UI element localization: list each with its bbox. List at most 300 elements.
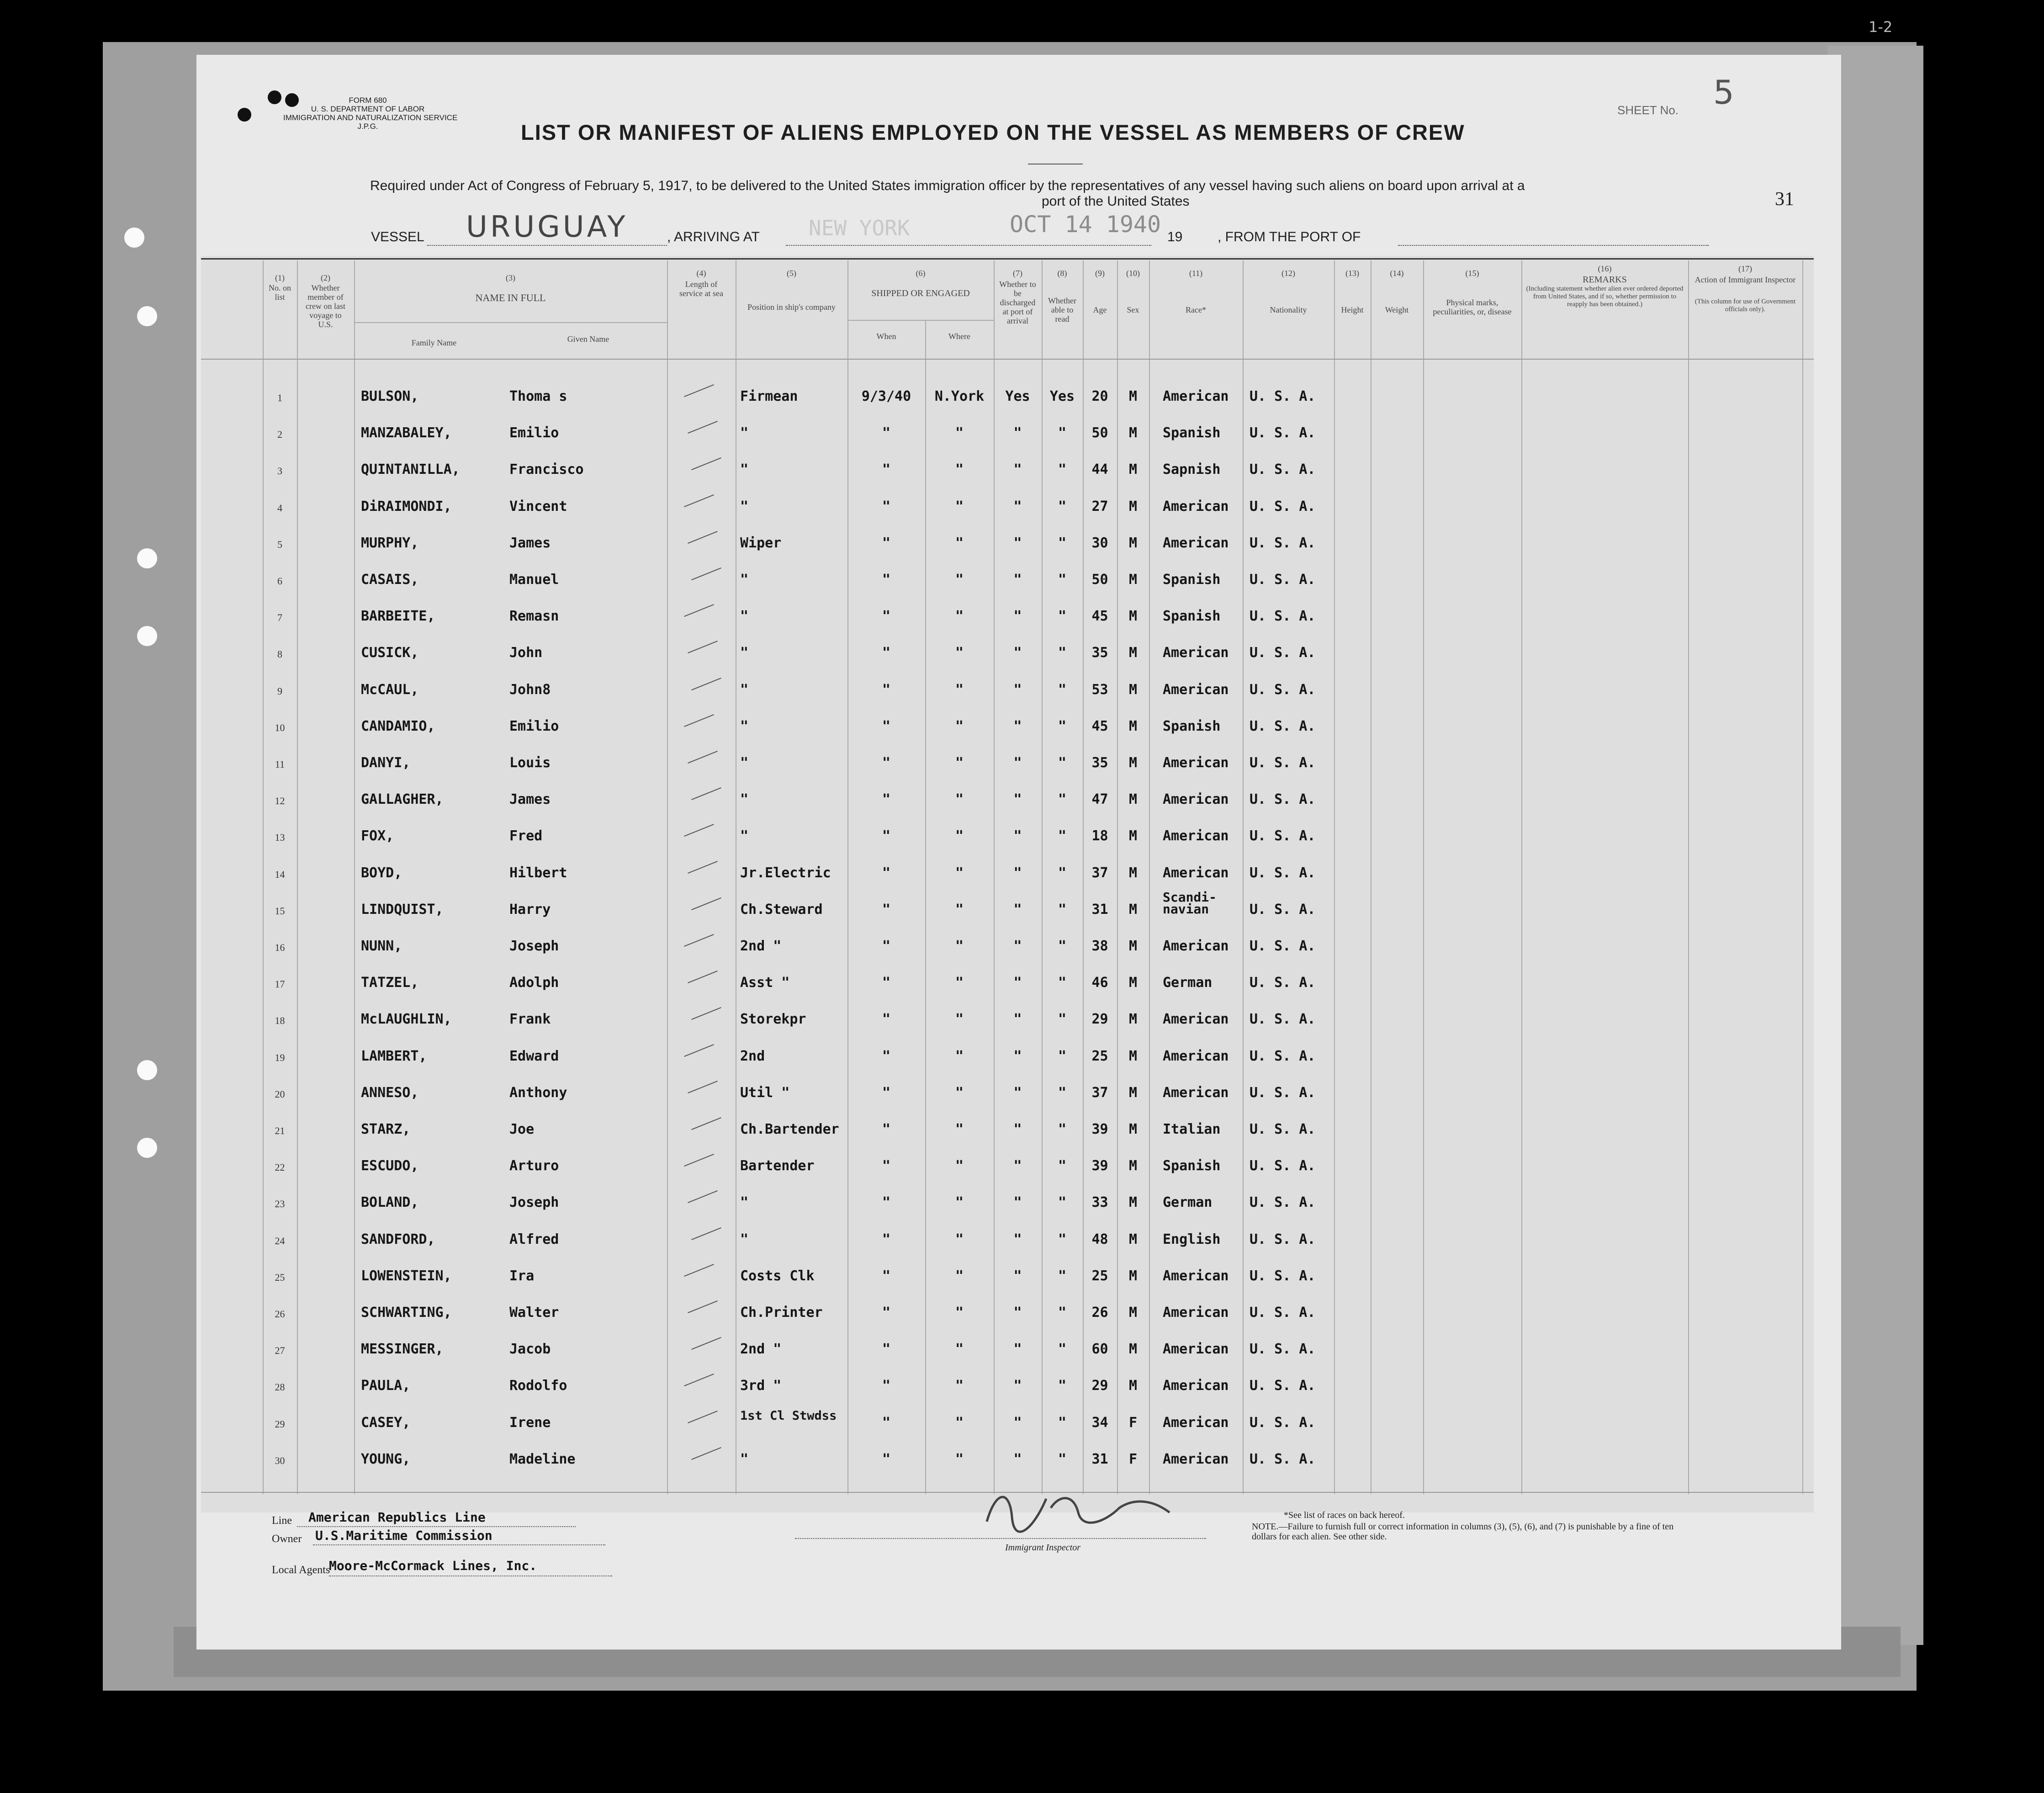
row-shipped-when: " [882,828,891,844]
year-label: 19 [1167,229,1183,244]
row-age: 37 [1091,1084,1108,1101]
row-nationality: U. S. A. [1250,1341,1316,1358]
owner-value: U.S.Maritime Commission [315,1528,492,1543]
row-shipped-when: " [882,425,891,441]
col-num: (14) [1390,269,1404,278]
row-row-number: 2 [277,429,282,440]
row-age: 33 [1091,1194,1108,1211]
row-shipped-when: " [882,1084,891,1101]
row-able-to-read: " [1058,608,1067,625]
row-position: " [740,572,749,588]
row-age: 27 [1091,498,1108,515]
row-given-name: James [509,535,551,551]
row-sex: M [1128,901,1138,918]
row-age: 50 [1091,425,1108,441]
row-discharged: " [1013,1305,1022,1321]
row-race: Spanish [1163,425,1221,441]
col-last-voyage: Whether member of crew on last voyage to U.S. [306,283,345,329]
row-age: 25 [1091,1268,1108,1284]
row-shipped-when: " [882,1305,891,1321]
row-discharged: " [1013,498,1022,515]
row-race: American [1163,938,1229,954]
row-able-to-read: " [1058,975,1067,991]
subtitle-port: port of the United States [1042,194,1190,209]
row-shipped-where: " [955,865,964,881]
col-num: (15) [1465,269,1479,278]
row-race: American [1163,828,1229,844]
row-shipped-when: " [882,608,891,625]
row-position: Firmean [740,388,798,404]
row-nationality: U. S. A. [1250,791,1316,808]
row-discharged: " [1013,535,1022,551]
owner-label: Owner [272,1533,302,1545]
row-shipped-where: " [955,425,964,441]
binder-hole [137,548,157,568]
row-race: Italian [1163,1121,1221,1137]
row-row-number: 3 [277,465,282,477]
row-row-number: 7 [277,612,282,624]
row-family-name: CUSICK, [361,645,419,661]
row-row-number: 21 [275,1125,285,1136]
row-shipped-where: " [955,1414,964,1431]
col-num: (3) [506,273,515,282]
binder-hole [137,1060,157,1080]
row-age: 31 [1091,901,1108,918]
col-weight: Weight [1385,305,1409,314]
row-row-number: 6 [277,575,282,587]
binder-hole [137,1138,157,1158]
col-num: (12) [1281,269,1295,278]
col-length-service: Length of service at sea [679,280,723,298]
row-able-to-read: " [1058,645,1067,661]
row-race: American [1163,1341,1229,1358]
row-discharged: " [1013,1341,1022,1358]
row-sex: M [1128,608,1138,625]
row-shipped-when: " [882,1341,891,1358]
row-family-name: LOWENSTEIN, [361,1268,452,1284]
col-num: (1) [275,273,285,282]
row-shipped-when: " [882,572,891,588]
row-nationality: U. S. A. [1250,718,1316,734]
sheet-number: 5 [1713,73,1734,111]
column-divider [297,260,298,1494]
row-position: Jr.Electric [740,865,831,881]
row-shipped-where: " [955,1011,964,1028]
row-shipped-where: " [955,755,964,771]
row-discharged: " [1013,425,1022,441]
row-row-number: 16 [275,942,285,953]
row-able-to-read: " [1058,1378,1067,1394]
row-discharged: " [1013,755,1022,771]
row-family-name: SANDFORD, [361,1231,435,1247]
row-discharged: " [1013,1048,1022,1064]
row-position: 3rd " [740,1378,782,1394]
row-able-to-read: " [1058,1451,1067,1467]
col-sex: Sex [1127,305,1139,314]
row-shipped-when: " [882,791,891,808]
row-age: 35 [1091,755,1108,771]
row-able-to-read: " [1058,865,1067,881]
row-nationality: U. S. A. [1250,462,1316,478]
row-race: American [1163,498,1229,515]
vessel-name: URUGUAY [466,210,628,244]
row-given-name: James [509,791,551,808]
row-position: Ch.Printer [740,1305,823,1321]
row-discharged: " [1013,1268,1022,1284]
row-age: 47 [1091,791,1108,808]
row-shipped-when: " [882,1414,891,1431]
row-race: English [1163,1231,1221,1247]
row-nationality: U. S. A. [1250,828,1316,844]
row-age: 53 [1091,681,1108,698]
agents-value: Moore-McCormack Lines, Inc. [329,1558,537,1573]
row-nationality: U. S. A. [1250,1378,1316,1394]
row-sex: M [1128,755,1138,771]
row-family-name: PAULA, [361,1378,411,1394]
row-nationality: U. S. A. [1250,572,1316,588]
col-num: (7) [1013,269,1022,278]
row-shipped-where: " [955,608,964,625]
row-nationality: U. S. A. [1250,388,1316,404]
row-family-name: CASAIS, [361,572,419,588]
row-nationality: U. S. A. [1250,1048,1316,1064]
col-num: (17) [1738,264,1752,273]
row-shipped-when: " [882,1158,891,1174]
row-shipped-when: " [882,1378,891,1394]
row-able-to-read: " [1058,1341,1067,1358]
row-age: 25 [1091,1048,1108,1064]
row-sex: M [1128,1231,1138,1247]
row-position: 2nd [740,1048,765,1064]
row-row-number: 27 [275,1345,285,1357]
row-given-name: Harry [509,901,551,918]
row-discharged: " [1013,1158,1022,1174]
page-number: 31 [1775,189,1794,210]
col-remarks-note: (Including statement whether alien ever ordered deported from United States, and if so, whether permission to reapply has been obtained.) [1526,285,1684,308]
row-nationality: U. S. A. [1250,1158,1316,1174]
service: IMMIGRATION AND NATURALIZATION SERVICE [283,113,458,122]
row-able-to-read: " [1058,1158,1067,1174]
row-given-name: Madeline [509,1451,576,1467]
row-shipped-when: " [882,1451,891,1467]
column-divider [1802,260,1803,1494]
row-given-name: Walter [509,1305,559,1321]
row-position: " [740,681,749,698]
row-able-to-read: " [1058,901,1067,918]
column-divider [667,260,668,1494]
back-sheet-edge [1827,46,1923,1645]
col-num: (2) [321,273,330,282]
row-given-name: Remasn [509,608,559,625]
row-family-name: CANDAMIO, [361,718,435,734]
row-able-to-read: Yes [1049,388,1075,404]
row-row-number: 17 [275,978,285,990]
line-underline [297,1526,576,1527]
row-family-name: QUINTANILLA, [361,462,460,478]
row-shipped-where: " [955,681,964,698]
row-sex: M [1128,388,1138,404]
row-able-to-read: " [1058,462,1067,478]
row-shipped-when: " [882,975,891,991]
row-given-name: Thoma s [509,388,567,404]
col-num: (9) [1095,269,1105,278]
row-family-name: SCHWARTING, [361,1305,452,1321]
row-shipped-where: " [955,645,964,661]
col-num: (10) [1126,269,1140,278]
row-position: " [740,462,749,478]
row-family-name: BARBEITE, [361,608,435,625]
row-row-number: 4 [277,502,282,514]
row-given-name: Joseph [509,938,559,954]
row-shipped-where: " [955,572,964,588]
row-position: " [740,1231,749,1247]
row-row-number: 13 [275,832,285,843]
row-row-number: 22 [275,1162,285,1173]
row-nationality: U. S. A. [1250,938,1316,954]
row-shipped-where: " [955,498,964,515]
row-sex: M [1128,425,1138,441]
row-nationality: U. S. A. [1250,425,1316,441]
line-label: Line [272,1515,292,1527]
row-row-number: 15 [275,905,285,917]
row-sex: M [1128,791,1138,808]
row-nationality: U. S. A. [1250,498,1316,515]
col-family-name: Family Name [411,338,457,347]
row-sex: M [1128,1194,1138,1211]
col-no-on-list: No. on list [269,283,291,302]
race-note: *See list of races on back hereof. [1284,1510,1405,1520]
row-sex: M [1128,1158,1138,1174]
row-discharged: " [1013,791,1022,808]
table-area [201,256,1814,1512]
row-position: " [740,498,749,515]
vessel-underline [427,245,667,246]
row-race: American [1163,1048,1229,1064]
row-row-number: 23 [275,1198,285,1210]
row-sex: F [1128,1451,1138,1467]
row-nationality: U. S. A. [1250,1194,1316,1211]
row-discharged: " [1013,1378,1022,1394]
row-able-to-read: " [1058,938,1067,954]
row-given-name: Hilbert [509,865,567,881]
row-family-name: McCAUL, [361,681,419,698]
agents-label: Local Agents [272,1564,330,1576]
row-row-number: 20 [275,1088,285,1100]
row-nationality: U. S. A. [1250,1305,1316,1321]
from-port-label: , FROM THE PORT OF [1218,229,1361,244]
row-given-name: Fred [509,828,543,844]
row-age: 60 [1091,1341,1108,1358]
column-divider [1149,260,1150,1494]
row-position: Asst " [740,975,790,991]
row-race: Scandi- navian [1163,889,1217,917]
row-position: Costs Clk [740,1268,815,1284]
row-family-name: LAMBERT, [361,1048,427,1064]
row-race: Spanish [1163,572,1221,588]
row-given-name: Anthony [509,1084,567,1101]
row-shipped-where: " [955,938,964,954]
row-nationality: U. S. A. [1250,535,1316,551]
row-race: Spanish [1163,718,1221,734]
row-nationality: U. S. A. [1250,865,1316,881]
row-family-name: BOYD, [361,865,402,881]
row-shipped-where: " [955,901,964,918]
row-age: 38 [1091,938,1108,954]
row-nationality: U. S. A. [1250,1268,1316,1284]
col-physical-marks: Physical marks, peculiarities, or, disease [1433,298,1512,316]
row-given-name: Frank [509,1011,551,1028]
row-position: " [740,791,749,808]
arriving-label: , ARRIVING AT [667,229,760,244]
row-able-to-read: " [1058,1048,1067,1064]
row-discharged: " [1013,1451,1022,1467]
date-stamp: OCT 14 1940 [1010,211,1161,238]
row-row-number: 10 [275,721,285,733]
row-nationality: U. S. A. [1250,681,1316,698]
row-shipped-when: " [882,1011,891,1028]
row-row-number: 12 [275,795,285,807]
row-row-number: 18 [275,1015,285,1027]
row-able-to-read: " [1058,1011,1067,1028]
row-shipped-where: " [955,1378,964,1394]
row-race: Sapnish [1163,462,1221,478]
row-sex: M [1128,462,1138,478]
row-shipped-when: " [882,755,891,771]
row-position: " [740,755,749,771]
row-given-name: John [509,645,543,661]
row-sex: F [1128,1414,1138,1431]
corner-mark: 1-2 [1869,18,1893,36]
row-discharged: " [1013,681,1022,698]
row-family-name: ESCUDO, [361,1158,419,1174]
row-shipped-when: " [882,865,891,881]
row-sex: M [1128,681,1138,698]
arriving-underline [786,245,1151,246]
column-divider [1521,260,1522,1494]
row-race: Spanish [1163,608,1221,625]
row-sex: M [1128,718,1138,734]
col-given-name: Given Name [567,334,609,344]
row-sex: M [1128,828,1138,844]
row-shipped-where: " [955,791,964,808]
col-discharged: Whether to be discharged at port of arrival [999,280,1036,325]
row-shipped-where: " [955,1121,964,1137]
row-race: American [1163,388,1229,404]
row-family-name: BULSON, [361,388,419,404]
row-row-number: 26 [275,1308,285,1320]
row-discharged: " [1013,865,1022,881]
row-family-name: FOX, [361,828,394,844]
row-sex: M [1128,1341,1138,1358]
row-shipped-when: 9/3/40 [861,388,911,404]
row-age: 29 [1091,1011,1108,1028]
row-family-name: DiRAIMONDI, [361,498,452,515]
row-nationality: U. S. A. [1250,1451,1316,1467]
row-able-to-read: " [1058,718,1067,734]
row-age: 31 [1091,1451,1108,1467]
row-discharged: " [1013,938,1022,954]
row-discharged: " [1013,1011,1022,1028]
row-position: " [740,718,749,734]
row-position: 1st Cl Stwdss [740,1408,837,1423]
row-shipped-where: " [955,462,964,478]
row-able-to-read: " [1058,1268,1067,1284]
header-bottom-rule [201,359,1814,360]
row-sex: M [1128,1121,1138,1137]
page-title: LIST OR MANIFEST OF ALIENS EMPLOYED ON THE VESSEL AS MEMBERS OF CREW [521,120,1465,144]
col-num: (11) [1189,269,1203,278]
row-discharged: " [1013,1121,1022,1137]
row-race: German [1163,1194,1213,1211]
row-race: American [1163,1305,1229,1321]
row-able-to-read: " [1058,755,1067,771]
row-given-name: Irene [509,1414,551,1431]
row-discharged: " [1013,901,1022,918]
row-age: 39 [1091,1158,1108,1174]
col-num: (13) [1345,269,1359,278]
row-nationality: U. S. A. [1250,645,1316,661]
row-able-to-read: " [1058,1231,1067,1247]
row-shipped-where: " [955,535,964,551]
col-num: (5) [787,269,796,278]
from-port-underline [1398,245,1709,246]
row-sex: M [1128,645,1138,661]
row-family-name: MANZABALEY, [361,425,452,441]
row-position: 2nd " [740,938,782,954]
row-able-to-read: " [1058,425,1067,441]
row-sex: M [1128,1378,1138,1394]
row-row-number: 8 [277,648,282,660]
row-race: American [1163,791,1229,808]
row-family-name: TATZEL, [361,975,419,991]
row-age: 45 [1091,718,1108,734]
row-shipped-when: " [882,1048,891,1064]
col-nationality: Nationality [1270,305,1307,314]
row-family-name: BOLAND, [361,1194,419,1211]
subheader-rule [847,320,994,321]
form-number: FORM 680 [349,96,387,105]
row-shipped-where: " [955,975,964,991]
row-position: Bartender [740,1158,815,1174]
row-sex: M [1128,535,1138,551]
row-family-name: STARZ, [361,1121,411,1137]
row-race: American [1163,535,1229,551]
row-age: 50 [1091,572,1108,588]
col-shipped-engaged: SHIPPED OR ENGAGED [871,288,970,298]
row-able-to-read: " [1058,535,1067,551]
vessel-label: VESSEL [371,229,424,244]
row-discharged: " [1013,645,1022,661]
col-where: Where [948,332,970,341]
row-shipped-when: " [882,1194,891,1211]
row-row-number: 29 [275,1418,285,1430]
col-when: When [876,332,896,341]
row-shipped-where: " [955,1231,964,1247]
row-race: Spanish [1163,1158,1221,1174]
row-position: Storekpr [740,1011,806,1028]
row-shipped-where: " [955,1158,964,1174]
row-nationality: U. S. A. [1250,608,1316,625]
row-sex: M [1128,1305,1138,1321]
signature-line [795,1538,1206,1539]
row-shipped-when: " [882,1231,891,1247]
row-given-name: Louis [509,755,551,771]
row-shipped-when: " [882,901,891,918]
row-given-name: Joseph [509,1194,559,1211]
row-age: 35 [1091,645,1108,661]
row-nationality: U. S. A. [1250,1084,1316,1101]
row-race: American [1163,645,1229,661]
